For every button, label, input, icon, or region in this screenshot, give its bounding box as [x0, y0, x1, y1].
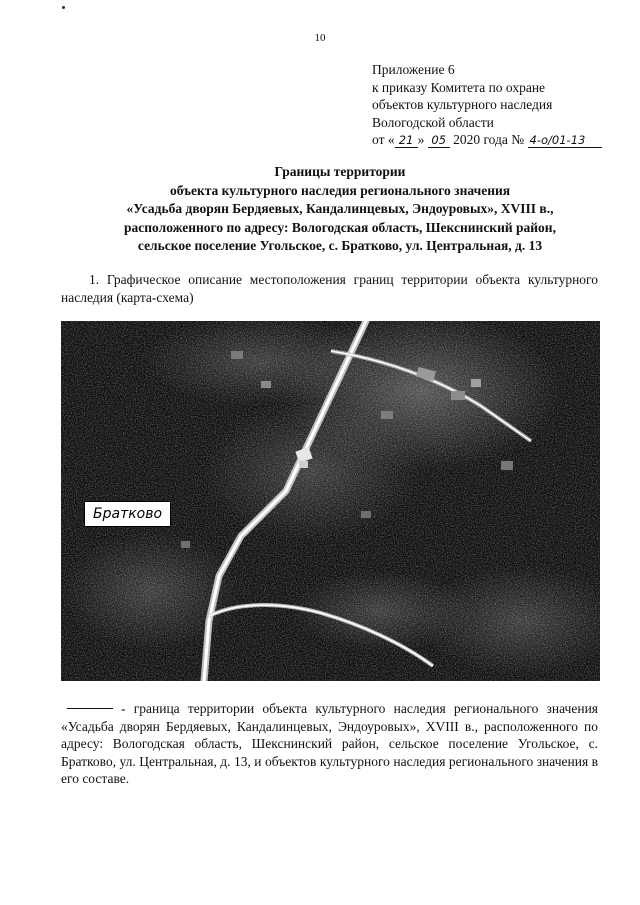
title-line-5: сельское поселение Угольское, с. Братково, ул. Центральная, д. 13 [137, 238, 543, 253]
legend [61, 700, 598, 788]
date-month-handwritten: 05 [428, 134, 450, 148]
title-line-1: Границы территории [274, 164, 406, 179]
title-line-3: «Усадьба дворян Бердяевых, Кандалинцевых, Эндоуровых», XVIII в., [126, 201, 554, 216]
appendix-header [372, 61, 602, 149]
title-line-4: расположенного по адресу: Вологодская область, Шекснинский район, [124, 219, 556, 235]
order-number-handwritten: 4-о/01-13 [528, 134, 602, 148]
appendix-line-3: объектов культурного наследия [372, 97, 553, 112]
title-line-2: объекта культурного наследия регионального значения [169, 182, 511, 198]
boundary-line-symbol [67, 708, 113, 709]
map-scheme [61, 321, 600, 681]
date-mid: » [417, 132, 425, 147]
date-prefix: от « [372, 132, 395, 147]
appendix-line-1: Приложение 6 [372, 62, 455, 77]
appendix-line-4: Вологодской области [372, 114, 494, 130]
appendix-date-line [372, 131, 602, 149]
appendix-line-2: к приказу Комитета по охране [372, 79, 546, 95]
document-title [40, 163, 640, 256]
section-1-heading: 1. Графическое описание местоположения границ территории объекта культурного наследия (карта-схема) [61, 272, 598, 305]
legend-text: - граница территории объекта культурного наследия регионального значения «Усадьба дворян Бердяевых, Кандалинцевых, Эндоуровых», XVIII в., расположенного по адресу: Вологодская область, Шекснинский район, сельское поселение Угольское, с. Братково, ул. Центральная, д. 13, и объектов культурного наследия регионального значения в его составе. [61, 701, 598, 786]
scan-speck [62, 6, 65, 9]
date-year: 2020 года № [453, 132, 525, 147]
date-day-handwritten: 21 [395, 134, 418, 148]
map-label-bratkovo: Братково [84, 501, 171, 527]
page-number: 10 [314, 32, 326, 44]
